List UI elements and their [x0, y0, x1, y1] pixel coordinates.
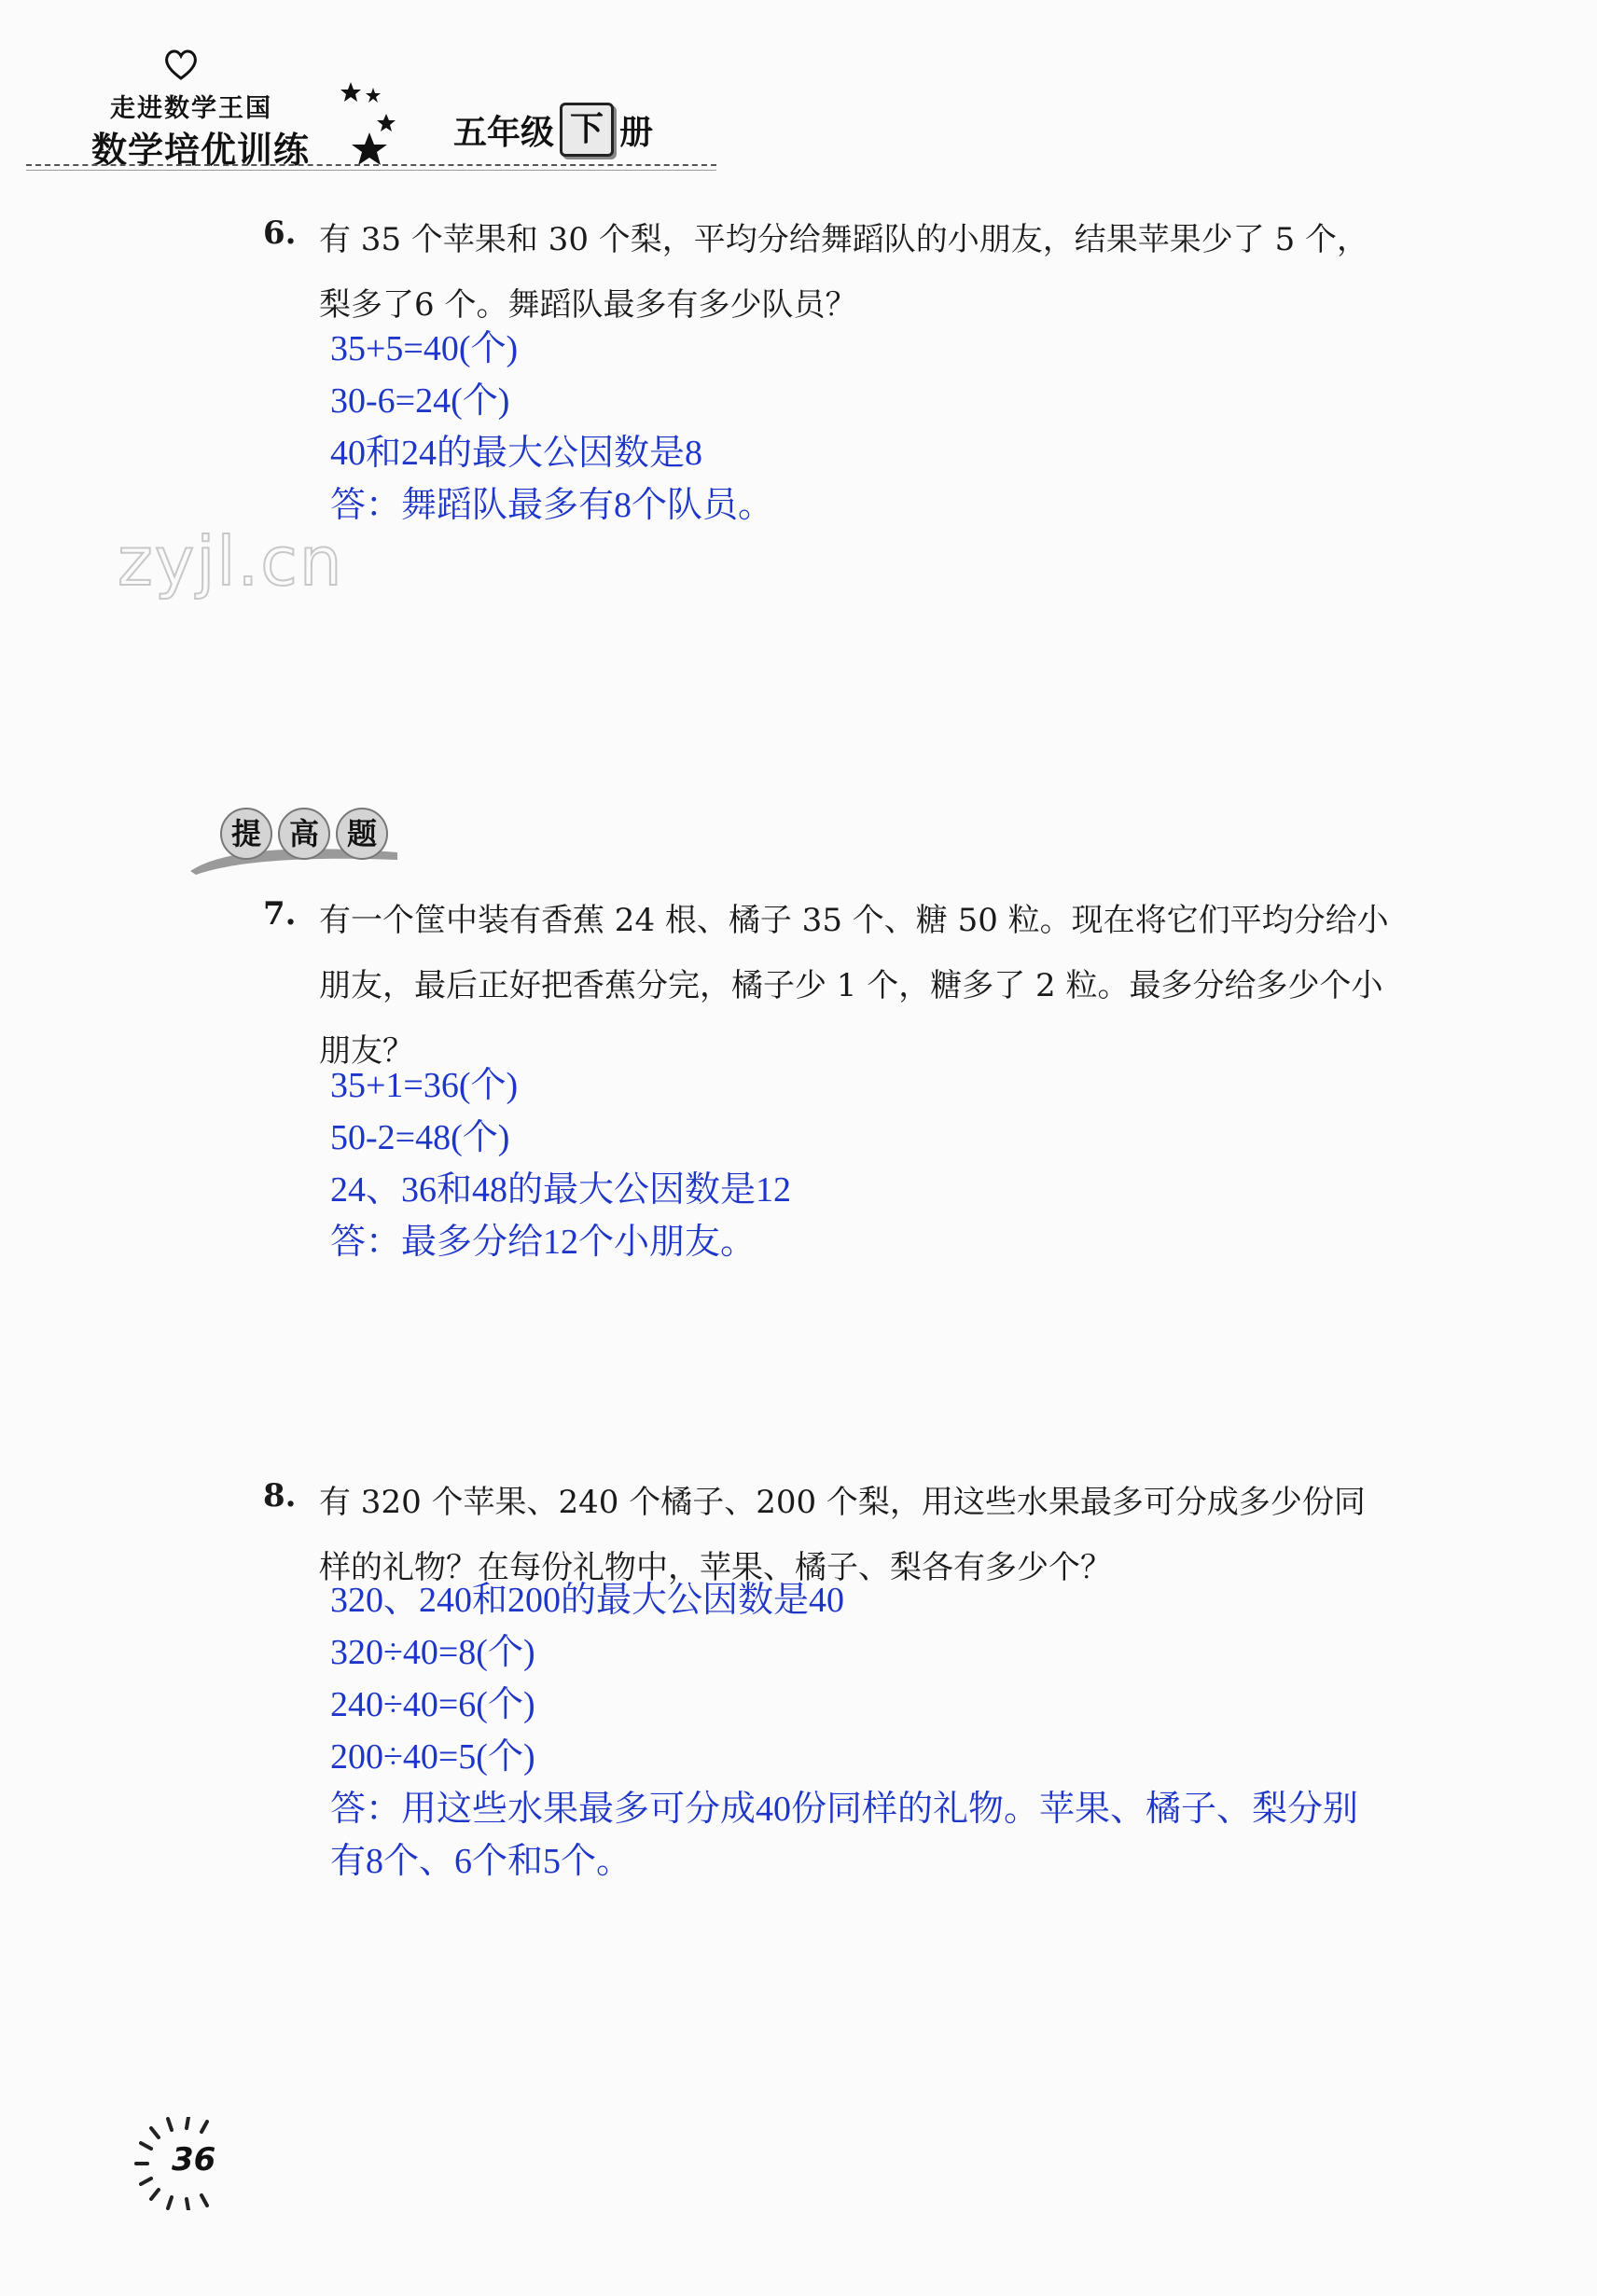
- answer-line: 35+1=36(个): [330, 1066, 519, 1105]
- logo-line2: 数学培优训练: [91, 130, 311, 171]
- question-text-line: 有 35 个苹果和 30 个梨，平均分给舞蹈队的小朋友，结果苹果少了 5 个，: [319, 221, 1369, 258]
- answer-line: 320÷40=8(个): [330, 1633, 535, 1672]
- answer-line: 35+5=40(个): [330, 329, 519, 368]
- series-logo: [82, 47, 399, 171]
- answer-line: 50-2=48(个): [330, 1118, 510, 1157]
- answer-line: 答：舞蹈队最多有8个队员。: [330, 486, 774, 525]
- badge-char: 题: [336, 808, 388, 860]
- question-text-line: 梨多了6 个。舞蹈队最多有多少队员？: [319, 286, 857, 324]
- question-text-line: 朋友？: [319, 1032, 414, 1070]
- question-text-line: 有 320 个苹果、240 个橘子、200 个梨，用这些水果最多可分成多少份同: [319, 1484, 1366, 1521]
- question-number: 8.: [263, 1477, 297, 1515]
- heart-icon: [162, 47, 200, 82]
- answer-line: 有8个、6个和5个。: [330, 1842, 632, 1881]
- question-text-line: 有一个筐中装有香蕉 24 根、橘子 35 个、糖 50 粒。现在将它们平均分给小: [319, 902, 1389, 939]
- header-divider-thin: [26, 170, 716, 171]
- page-number-text: 36: [172, 2141, 216, 2178]
- answer-line: 答：最多分给12个小朋友。: [330, 1223, 757, 1262]
- grade-prefix: 五年级: [453, 113, 555, 152]
- grade-label: [453, 103, 653, 157]
- grade-suffix: 册: [619, 113, 654, 152]
- question-number: 6.: [263, 214, 297, 252]
- answer-line: 200÷40=5(个): [330, 1737, 535, 1777]
- answer-line: 24、36和48的最大公因数是12: [330, 1170, 792, 1210]
- answer-line: 30-6=24(个): [330, 381, 510, 421]
- question-number: 7.: [263, 895, 297, 933]
- answer-line: 答：用这些水果最多可分成40份同样的礼物。苹果、橘子、梨分别: [330, 1790, 1359, 1829]
- badge-char: 提: [220, 808, 272, 860]
- answer-line: 240÷40=6(个): [330, 1685, 535, 1724]
- answer-line: 320、240和200的最大公因数是40: [330, 1581, 845, 1620]
- section-badge-advanced: [187, 802, 401, 877]
- page-header: [0, 0, 1597, 187]
- question-text-line: 样的礼物？在每份礼物中，苹果、橘子、梨各有多少个？: [319, 1549, 1112, 1586]
- stars-icon: [332, 75, 416, 168]
- watermark: zyjl.cn: [118, 522, 344, 601]
- answer-line: 40和24的最大公因数是8: [330, 434, 703, 473]
- grade-volume-box: 下: [560, 103, 614, 157]
- badge-characters: [220, 808, 388, 860]
- logo-line1: 走进数学王国: [110, 94, 272, 123]
- page-number: [131, 2117, 243, 2210]
- header-divider: [26, 164, 716, 166]
- question-text-line: 朋友，最后正好把香蕉分完，橘子少 1 个，糖多了 2 粒。最多分给多少个小: [319, 967, 1383, 1004]
- badge-char: 高: [278, 808, 330, 860]
